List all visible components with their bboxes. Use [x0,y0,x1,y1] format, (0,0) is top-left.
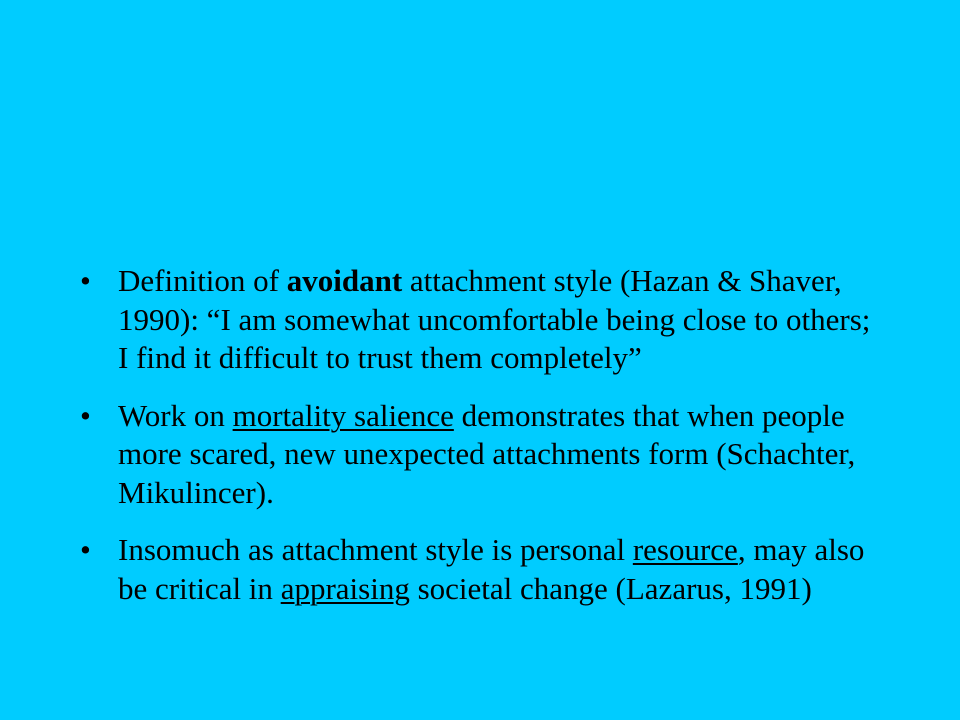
bold-term-avoidant: avoidant [286,263,403,298]
bullet-dot-icon: • [80,263,91,298]
bullet-list [80,262,880,627]
underlined-term-mortality-salience: mortality salience [232,397,454,433]
bullet-text: Definition of [118,263,287,298]
underlined-term-resource: resource [632,532,738,567]
bullet-text: Insomuch as attachment style is personal [118,532,633,567]
bullet-item-mortality-salience [80,397,880,513]
bullet-text: Work on [118,397,233,433]
bullet-text: , may also be critical in [118,532,865,606]
bullet-text: societal change (Lazarus, 1991) [409,570,812,606]
underlined-term-appraising: appraising [280,570,410,606]
bullet-item-personal-resource [80,531,880,608]
bullet-dot-icon: • [80,397,91,433]
bullet-text: attachment style (Hazan & Shaver, 1990): “I am somewhat uncomfortable being close to others; I find it difficult to trust them completely” [118,263,871,375]
bullet-text: demonstrates that when people more scared, new unexpected attachments form (Schachter, Mikulincer). [118,397,856,510]
bullet-dot-icon: • [80,532,91,567]
bullet-item-avoidant-definition [80,262,880,378]
